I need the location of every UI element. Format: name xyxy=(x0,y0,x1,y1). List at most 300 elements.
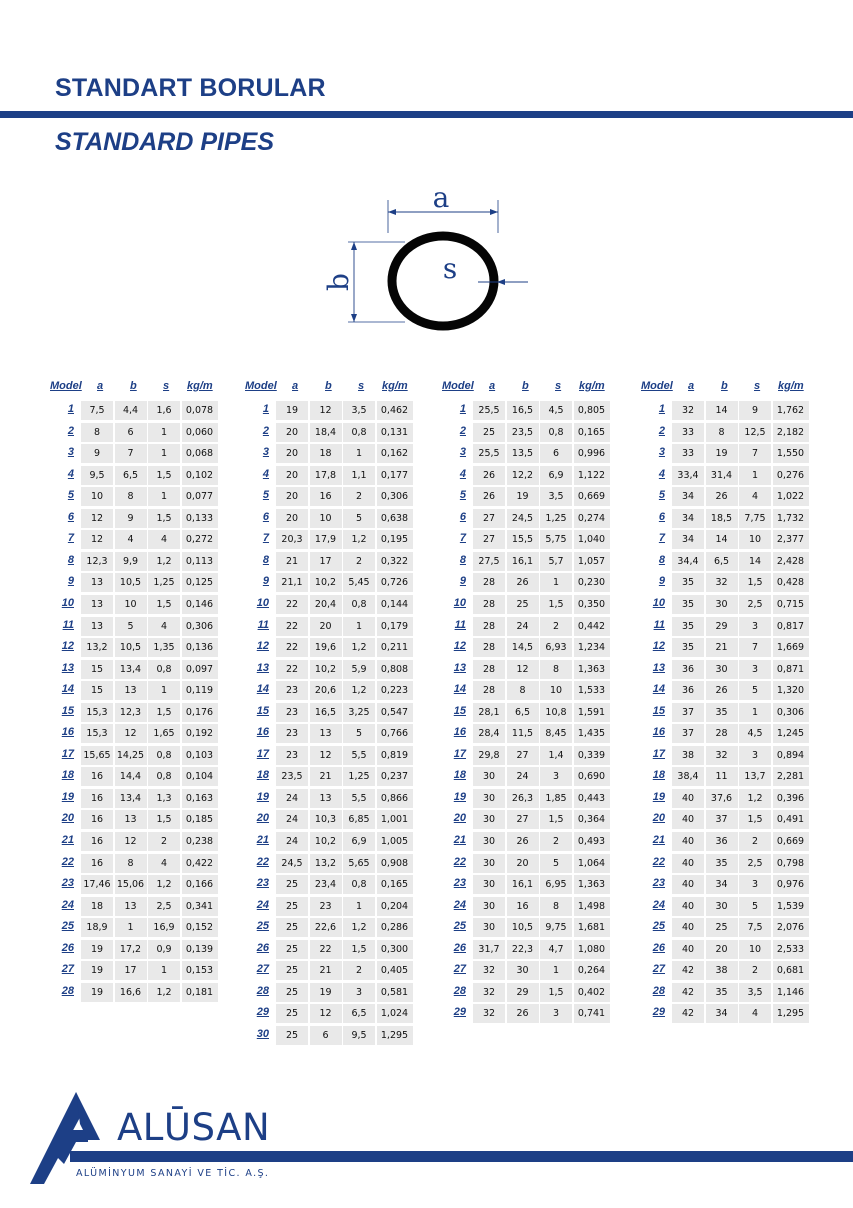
table-cell: 14 xyxy=(705,529,739,550)
table-cell: 14 xyxy=(738,551,772,572)
table-cell: 0,715 xyxy=(772,594,810,615)
table-cell: 10 xyxy=(738,939,772,960)
table-cell: 36 xyxy=(671,680,705,701)
table-cell: 23 xyxy=(275,680,309,701)
table-cell: 8 xyxy=(539,896,573,917)
table-cell: 27 xyxy=(506,809,540,830)
model-number: 12 xyxy=(61,640,74,653)
table-cell: 10 xyxy=(80,486,114,507)
table-cell: 15,3 xyxy=(80,702,114,723)
table-cell: 10,2 xyxy=(309,831,343,852)
table-cell: 27 xyxy=(472,508,506,529)
table-cell: 1,533 xyxy=(573,680,611,701)
model-number: 3 xyxy=(262,446,269,459)
table-cell: 32 xyxy=(472,960,506,981)
table-cell: 22,6 xyxy=(309,917,343,938)
table-cell: 24 xyxy=(275,788,309,809)
table-cell: 0,908 xyxy=(376,853,414,874)
table-cell: 1 xyxy=(342,616,376,637)
table-cell: 0,177 xyxy=(376,465,414,486)
table-cell: 6 xyxy=(114,422,148,443)
table-cell: 5 xyxy=(738,680,772,701)
table-cell: 4,5 xyxy=(738,723,772,744)
table-cell: 28,4 xyxy=(472,723,506,744)
model-number: 6 xyxy=(658,510,665,523)
table-cell: 6,9 xyxy=(342,831,376,852)
table-cell: 2 xyxy=(342,486,376,507)
table-cell: 1,2 xyxy=(342,637,376,658)
model-number: 13 xyxy=(61,661,74,674)
model-number: 19 xyxy=(61,790,74,803)
model-number: 17 xyxy=(652,747,665,760)
table-cell: 12,3 xyxy=(80,551,114,572)
table-cell: 16 xyxy=(80,788,114,809)
top-divider xyxy=(0,111,853,118)
model-number: 29 xyxy=(453,1006,466,1019)
table-cell: 1 xyxy=(147,443,181,464)
table-cell: 2 xyxy=(539,616,573,637)
table-cell: 12 xyxy=(114,723,148,744)
table-cell: 7 xyxy=(738,443,772,464)
table-cell: 4,5 xyxy=(539,400,573,421)
model-number: 12 xyxy=(256,640,269,653)
column-header: kg/m xyxy=(187,380,213,392)
table-cell: 3 xyxy=(738,616,772,637)
table-cell: 40 xyxy=(671,939,705,960)
column-header: Model xyxy=(442,380,474,392)
table-cell: 1,5 xyxy=(147,508,181,529)
table-cell: 32 xyxy=(472,982,506,1003)
brand-name: ALŪSAN xyxy=(117,1106,271,1149)
page-subtitle: STANDARD PIPES xyxy=(55,128,275,156)
model-number: 10 xyxy=(453,596,466,609)
table-cell: 12,2 xyxy=(506,465,540,486)
table-cell: 5 xyxy=(738,896,772,917)
table-cell: 0,238 xyxy=(181,831,219,852)
table-cell: 1,669 xyxy=(772,637,810,658)
table-cell: 13 xyxy=(80,572,114,593)
model-number: 15 xyxy=(256,704,269,717)
table-cell: 2 xyxy=(147,831,181,852)
table-cell: 0,119 xyxy=(181,680,219,701)
table-cell: 1,040 xyxy=(573,529,611,550)
table-cell: 32 xyxy=(705,745,739,766)
table-cell: 0,8 xyxy=(147,659,181,680)
table-cell: 0,230 xyxy=(573,572,611,593)
table-cell: 17,46 xyxy=(80,874,114,895)
table-cell: 0,300 xyxy=(376,939,414,960)
model-number: 24 xyxy=(256,898,269,911)
table-cell: 1,2 xyxy=(738,788,772,809)
table-cell: 10,2 xyxy=(309,572,343,593)
table-cell: 22 xyxy=(275,637,309,658)
table-cell: 34 xyxy=(671,529,705,550)
table-cell: 21 xyxy=(309,766,343,787)
model-number: 3 xyxy=(459,446,466,459)
table-cell: 16 xyxy=(80,831,114,852)
table-cell: 23 xyxy=(309,896,343,917)
table-cell: 0,798 xyxy=(772,853,810,874)
table-cell: 1,146 xyxy=(772,982,810,1003)
table-cell: 0,443 xyxy=(573,788,611,809)
table-cell: 1,4 xyxy=(539,745,573,766)
table-cell: 1,2 xyxy=(342,529,376,550)
table-cell: 0,422 xyxy=(181,853,219,874)
table-cell: 35 xyxy=(671,637,705,658)
model-number: 14 xyxy=(256,683,269,696)
table-cell: 0,146 xyxy=(181,594,219,615)
model-number: 4 xyxy=(459,467,466,480)
table-cell: 1,122 xyxy=(573,465,611,486)
table-cell: 21 xyxy=(705,637,739,658)
model-number: 24 xyxy=(61,898,74,911)
model-number: 2 xyxy=(262,424,269,437)
table-cell: 0,894 xyxy=(772,745,810,766)
table-cell: 3,5 xyxy=(539,486,573,507)
table-cell: 13,4 xyxy=(114,659,148,680)
table-cell: 1,591 xyxy=(573,702,611,723)
table-cell: 40 xyxy=(671,874,705,895)
table-cell: 15,06 xyxy=(114,874,148,895)
table-cell: 28 xyxy=(472,616,506,637)
table-cell: 1,5 xyxy=(342,939,376,960)
table-cell: 30 xyxy=(472,766,506,787)
column-header: s xyxy=(754,380,761,392)
table-cell: 1 xyxy=(114,917,148,938)
table-cell: 8 xyxy=(80,422,114,443)
table-cell: 13,2 xyxy=(309,853,343,874)
table-cell: 22 xyxy=(275,594,309,615)
table-cell: 42 xyxy=(671,1003,705,1024)
table-cell: 26 xyxy=(506,831,540,852)
table-cell: 0,428 xyxy=(772,572,810,593)
table-cell: 0,491 xyxy=(772,809,810,830)
table-cell: 28 xyxy=(472,659,506,680)
model-number: 2 xyxy=(658,424,665,437)
table-cell: 26 xyxy=(472,465,506,486)
table-cell: 0,819 xyxy=(376,745,414,766)
table-cell: 1,25 xyxy=(342,766,376,787)
table-cell: 0,681 xyxy=(772,960,810,981)
model-number: 17 xyxy=(453,747,466,760)
table-cell: 22 xyxy=(309,939,343,960)
model-number: 16 xyxy=(652,726,665,739)
pipe-cross-section-diagram xyxy=(310,178,550,338)
table-cell: 13 xyxy=(114,896,148,917)
table-cell: 2 xyxy=(342,960,376,981)
model-number: 16 xyxy=(61,726,74,739)
table-cell: 16 xyxy=(80,809,114,830)
table-cell: 40 xyxy=(671,809,705,830)
table-cell: 3 xyxy=(738,874,772,895)
table-cell: 10,5 xyxy=(114,637,148,658)
table-cell: 0,237 xyxy=(376,766,414,787)
table-cell: 40 xyxy=(671,788,705,809)
table-cell: 3 xyxy=(738,745,772,766)
table-cell: 9,75 xyxy=(539,917,573,938)
table-cell: 3,5 xyxy=(342,400,376,421)
table-cell: 1,2 xyxy=(342,917,376,938)
column-header: Model xyxy=(50,380,82,392)
table-cell: 26 xyxy=(705,680,739,701)
table-cell: 2,5 xyxy=(738,594,772,615)
table-cell: 35 xyxy=(671,572,705,593)
table-cell: 10 xyxy=(738,529,772,550)
model-number: 11 xyxy=(653,618,665,631)
table-cell: 1 xyxy=(147,960,181,981)
model-number: 1 xyxy=(262,403,269,415)
table-cell: 19 xyxy=(309,982,343,1003)
model-number: 27 xyxy=(256,963,269,976)
table-cell: 2 xyxy=(539,831,573,852)
table-cell: 5,75 xyxy=(539,529,573,550)
table-cell: 0,139 xyxy=(181,939,219,960)
model-number: 1 xyxy=(67,403,74,415)
model-number: 26 xyxy=(61,941,74,954)
table-cell: 16,6 xyxy=(114,982,148,1003)
table-cell: 17,8 xyxy=(309,465,343,486)
model-number: 28 xyxy=(61,984,74,997)
table-cell: 11,5 xyxy=(506,723,540,744)
table-cell: 25 xyxy=(275,874,309,895)
table-cell: 1,5 xyxy=(147,594,181,615)
table-cell: 1,3 xyxy=(147,788,181,809)
table-cell: 0,339 xyxy=(573,745,611,766)
model-number: 14 xyxy=(61,683,74,696)
table-cell: 8 xyxy=(506,680,540,701)
table-cell: 18,4 xyxy=(309,422,343,443)
table-cell: 25 xyxy=(506,594,540,615)
table-cell: 20 xyxy=(275,465,309,486)
table-cell: 10 xyxy=(309,508,343,529)
table-cell: 20 xyxy=(275,422,309,443)
table-cell: 24 xyxy=(275,831,309,852)
model-number: 6 xyxy=(67,510,74,523)
table-cell: 5,5 xyxy=(342,788,376,809)
model-number: 7 xyxy=(658,532,665,545)
table-cell: 0,638 xyxy=(376,508,414,529)
table-cell: 0,185 xyxy=(181,809,219,830)
table-cell: 0,192 xyxy=(181,723,219,744)
table-cell: 16 xyxy=(80,853,114,874)
table-cell: 0,153 xyxy=(181,960,219,981)
table-cell: 0,276 xyxy=(772,465,810,486)
table-cell: 14 xyxy=(705,400,739,421)
table-cell: 34 xyxy=(705,1003,739,1024)
table-cell: 5,9 xyxy=(342,659,376,680)
model-number: 16 xyxy=(256,726,269,739)
table-cell: 10,8 xyxy=(539,702,573,723)
table-cell: 2,281 xyxy=(772,766,810,787)
model-number: 11 xyxy=(257,618,269,631)
table-cell: 19,6 xyxy=(309,637,343,658)
table-cell: 1,295 xyxy=(376,1025,414,1046)
model-number: 25 xyxy=(61,920,74,933)
table-cell: 0,133 xyxy=(181,508,219,529)
table-cell: 23,5 xyxy=(506,422,540,443)
table-cell: 28 xyxy=(472,637,506,658)
table-cell: 26,3 xyxy=(506,788,540,809)
table-cell: 0,808 xyxy=(376,659,414,680)
table-cell: 28 xyxy=(705,723,739,744)
table-cell: 1,5 xyxy=(147,465,181,486)
model-number: 27 xyxy=(652,963,665,976)
table-cell: 1 xyxy=(342,896,376,917)
table-cell: 19 xyxy=(506,486,540,507)
table-cell: 1 xyxy=(147,486,181,507)
table-cell: 0,976 xyxy=(772,874,810,895)
table-cell: 12,3 xyxy=(114,702,148,723)
table-cell: 5,5 xyxy=(342,745,376,766)
table-cell: 1,498 xyxy=(573,896,611,917)
column-header: a xyxy=(292,380,299,392)
table-cell: 15,65 xyxy=(80,745,114,766)
table-cell: 15 xyxy=(80,659,114,680)
model-number: 23 xyxy=(256,877,269,890)
table-cell: 19 xyxy=(705,443,739,464)
table-cell: 33,4 xyxy=(671,465,705,486)
table-cell: 3,25 xyxy=(342,702,376,723)
table-cell: 0,364 xyxy=(573,809,611,830)
table-cell: 30 xyxy=(472,788,506,809)
bottom-divider xyxy=(70,1151,853,1162)
model-number: 10 xyxy=(652,596,665,609)
table-cell: 22 xyxy=(275,616,309,637)
column-header: kg/m xyxy=(579,380,605,392)
table-cell: 40 xyxy=(671,917,705,938)
table-cell: 37,6 xyxy=(705,788,739,809)
table-cell: 37 xyxy=(705,809,739,830)
table-cell: 0,068 xyxy=(181,443,219,464)
model-number: 4 xyxy=(67,467,74,480)
table-cell: 30 xyxy=(705,594,739,615)
model-number: 24 xyxy=(453,898,466,911)
table-cell: 0,322 xyxy=(376,551,414,572)
table-cell: 6,95 xyxy=(539,874,573,895)
model-number: 8 xyxy=(262,553,269,566)
table-cell: 8 xyxy=(539,659,573,680)
table-cell: 1,762 xyxy=(772,400,810,421)
table-cell: 0,350 xyxy=(573,594,611,615)
table-cell: 1,057 xyxy=(573,551,611,572)
table-cell: 13 xyxy=(114,680,148,701)
table-cell: 2 xyxy=(342,551,376,572)
column-header: a xyxy=(489,380,496,392)
table-cell: 3 xyxy=(738,659,772,680)
table-cell: 1,064 xyxy=(573,853,611,874)
model-number: 12 xyxy=(652,640,665,653)
table-cell: 15,5 xyxy=(506,529,540,550)
table-cell: 37 xyxy=(671,723,705,744)
table-cell: 1,6 xyxy=(147,400,181,421)
model-number: 13 xyxy=(652,661,665,674)
table-cell: 0,181 xyxy=(181,982,219,1003)
table-cell: 16 xyxy=(506,896,540,917)
table-cell: 30 xyxy=(705,896,739,917)
table-cell: 0,176 xyxy=(181,702,219,723)
table-cell: 5 xyxy=(114,616,148,637)
table-cell: 30 xyxy=(472,831,506,852)
dimension-s-label: s xyxy=(442,252,458,285)
model-number: 28 xyxy=(453,984,466,997)
table-cell: 1,024 xyxy=(376,1003,414,1024)
table-cell: 25 xyxy=(275,917,309,938)
column-header: b xyxy=(325,380,332,392)
table-cell: 4,4 xyxy=(114,400,148,421)
model-number: 8 xyxy=(459,553,466,566)
table-cell: 2,5 xyxy=(147,896,181,917)
model-number: 3 xyxy=(658,446,665,459)
model-number: 29 xyxy=(652,1006,665,1019)
model-number: 6 xyxy=(262,510,269,523)
table-cell: 12 xyxy=(80,529,114,550)
model-number: 11 xyxy=(454,618,466,631)
table-cell: 3 xyxy=(539,766,573,787)
table-cell: 0,8 xyxy=(342,422,376,443)
table-cell: 3 xyxy=(342,982,376,1003)
table-cell: 9 xyxy=(80,443,114,464)
table-cell: 1,5 xyxy=(147,809,181,830)
table-cell: 1,2 xyxy=(147,982,181,1003)
table-cell: 6,93 xyxy=(539,637,573,658)
table-cell: 4 xyxy=(147,616,181,637)
model-number: 23 xyxy=(652,877,665,890)
table-cell: 1,35 xyxy=(147,637,181,658)
model-number: 20 xyxy=(453,812,466,825)
table-cell: 16,1 xyxy=(506,551,540,572)
dimension-a-label: a xyxy=(432,181,450,214)
table-cell: 25,5 xyxy=(472,443,506,464)
table-cell: 19 xyxy=(80,939,114,960)
table-cell: 31,4 xyxy=(705,465,739,486)
model-number: 19 xyxy=(652,790,665,803)
table-cell: 16,5 xyxy=(506,400,540,421)
table-cell: 0,726 xyxy=(376,572,414,593)
table-cell: 1,2 xyxy=(342,680,376,701)
table-cell: 0,9 xyxy=(147,939,181,960)
table-cell: 10,3 xyxy=(309,809,343,830)
model-number: 13 xyxy=(256,661,269,674)
table-cell: 0,078 xyxy=(181,400,219,421)
table-cell: 13 xyxy=(309,788,343,809)
model-number: 9 xyxy=(67,575,74,588)
table-cell: 24 xyxy=(275,809,309,830)
model-number: 9 xyxy=(658,575,665,588)
table-cell: 8 xyxy=(114,486,148,507)
table-cell: 1,5 xyxy=(539,594,573,615)
model-number: 15 xyxy=(453,704,466,717)
table-cell: 0,286 xyxy=(376,917,414,938)
table-cell: 36 xyxy=(705,831,739,852)
table-cell: 6,5 xyxy=(705,551,739,572)
column-header: Model xyxy=(245,380,277,392)
table-cell: 23 xyxy=(275,702,309,723)
table-cell: 31,7 xyxy=(472,939,506,960)
table-cell: 0,272 xyxy=(181,529,219,550)
table-cell: 10,5 xyxy=(506,917,540,938)
table-cell: 12 xyxy=(309,745,343,766)
model-number: 18 xyxy=(453,769,466,782)
model-number: 7 xyxy=(459,532,466,545)
table-cell: 15 xyxy=(80,680,114,701)
table-cell: 0,741 xyxy=(573,1003,611,1024)
table-cell: 1,65 xyxy=(147,723,181,744)
table-cell: 23,4 xyxy=(309,874,343,895)
table-cell: 13,2 xyxy=(80,637,114,658)
table-cell: 38 xyxy=(705,960,739,981)
table-cell: 11 xyxy=(705,766,739,787)
table-cell: 12 xyxy=(309,400,343,421)
